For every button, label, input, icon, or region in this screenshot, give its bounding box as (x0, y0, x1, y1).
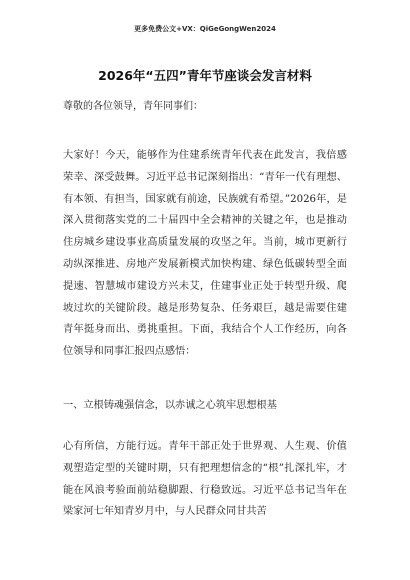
header-watermark: 更多免费公文+VX：QiGeGongWen2024 (134, 25, 276, 33)
section-heading-1: 一、立根铸魂强信念，以赤诚之心筑牢思想根基 (63, 400, 277, 411)
document-title: 2026年“五四”青年节座谈会发言材料 (98, 68, 312, 83)
body-section-2 (63, 436, 347, 523)
body-section (63, 145, 347, 363)
paragraph-section1: 心有所信，方能行远。青年干部正处于世界观、人生观、价值观塑造定型的关键时期，只有把理想信念的“根”扎深扎牢，才能在风浪考验面前站稳脚跟、行稳致远。习近平总书记当年在梁家河七年知青岁月中，与人民群众同甘共苦 (63, 441, 347, 518)
paragraph-intro: 大家好！今天，能够作为住建系统青年代表在此发言，我倍感荣幸、深受鼓舞。习近平总书记深刻指出：“青年一代有理想、有本领、有担当，国家就有前途，民族就有希望。”2026年，是深入贯彻落实党的二十届四中全会精神的关键之年，也是推动住房城乡建设事业高质量发展的攻坚之年。当前，城市更新行动纵深推进、房地产发展新模式加快构建、绿色低碳转型全面提速、智慧城市建设方兴未艾，住建事业正处于转型升级、爬坡过坎的关键阶段。越是形势复杂、任务艰巨，越是需要住建青年挺身而出、勇挑重担。下面，我结合个人工作经历，向各位领导和同事汇报四点感悟： (63, 150, 347, 358)
salutation: 尊敬的各位领导，青年同事们： (63, 101, 203, 112)
